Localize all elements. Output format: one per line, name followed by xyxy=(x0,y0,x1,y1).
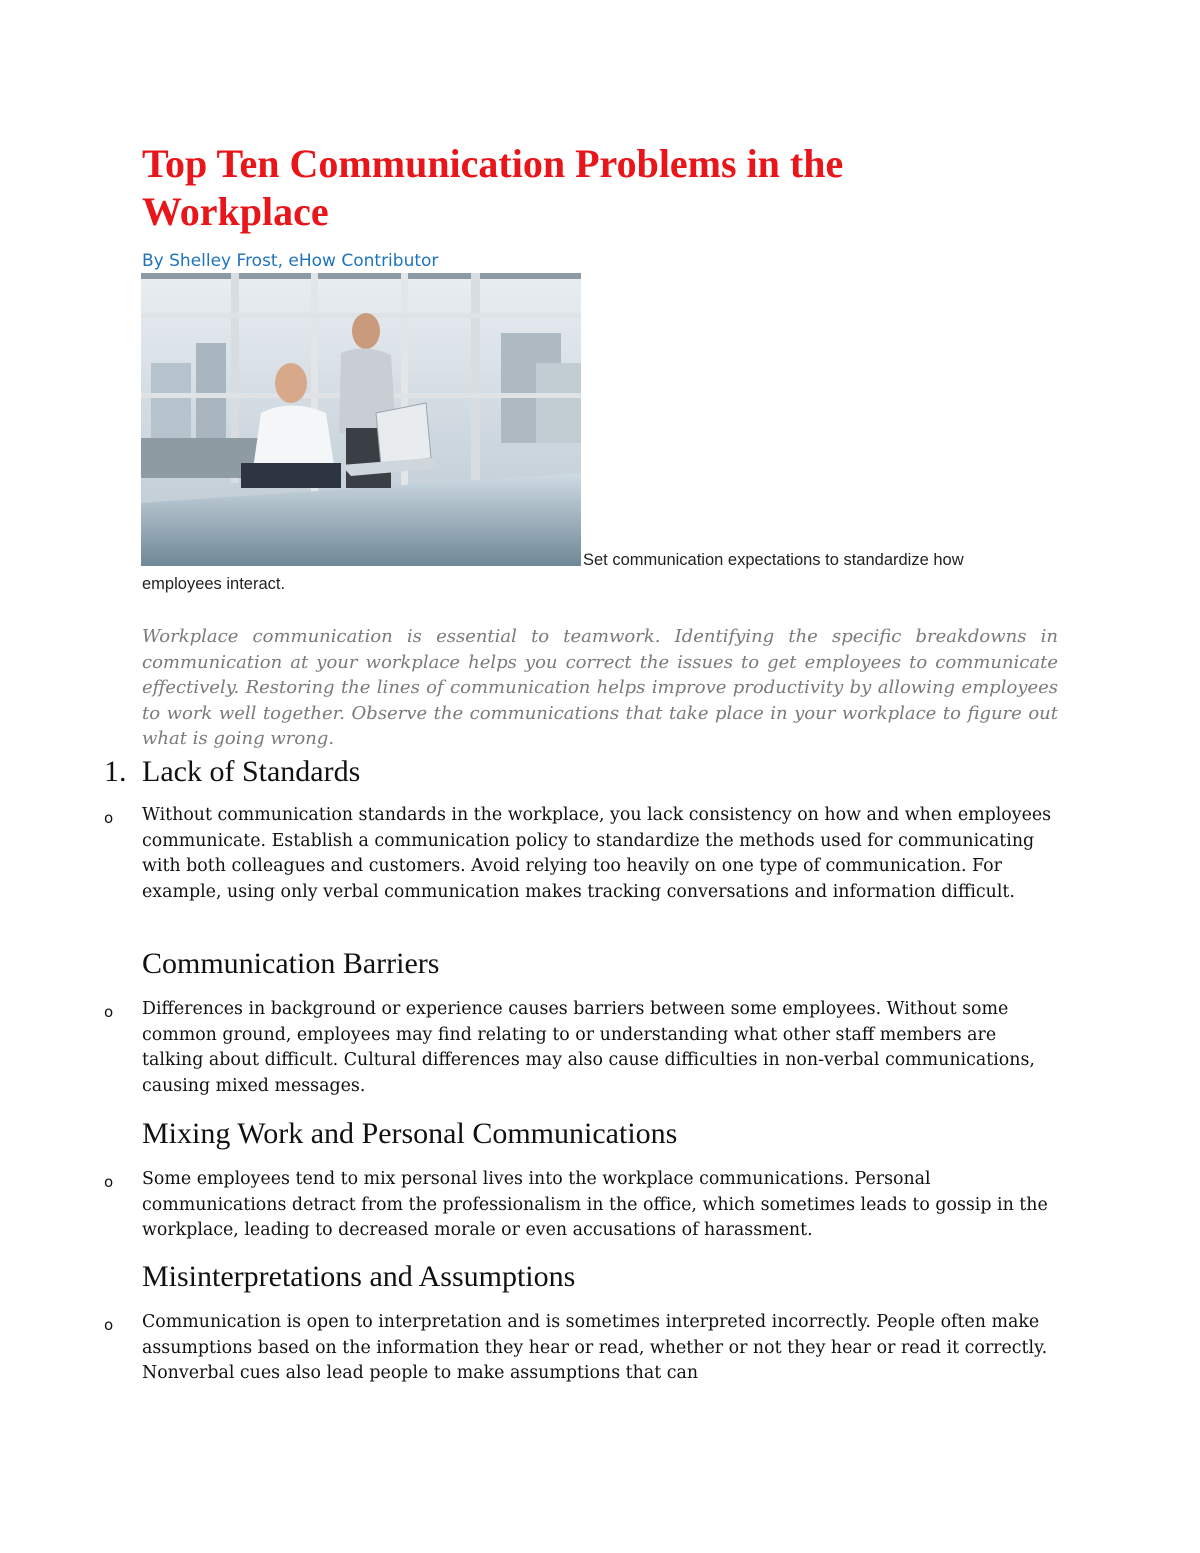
section-heading-lack-of-standards: Lack of Standards xyxy=(142,755,361,788)
section-text-communication-barriers: Differences in background or experience causes barriers between some employees. Without some common ground, employees may find relating to or understanding what other staff members are talking about difficult. Cultural differences may also cause difficulties in non-verbal communications, causing mixed messages. xyxy=(142,999,1035,1096)
office-meeting-photo xyxy=(141,273,581,566)
section-heading-mixing-work-personal: Mixing Work and Personal Communications xyxy=(142,1117,678,1150)
section-heading-misinterpretations: Misinterpretations and Assumptions xyxy=(142,1260,576,1293)
article-title: Top Ten Communication Problems in the Workplace xyxy=(142,141,844,234)
list-bullet: o xyxy=(104,1316,114,1334)
photo-caption: Set communication expectations to standardize how xyxy=(583,551,964,569)
section-heading-communication-barriers: Communication Barriers xyxy=(142,947,440,980)
photo-caption-continued: employees interact. xyxy=(142,575,286,593)
section-number: 1. xyxy=(104,755,127,788)
section-text-mixing-work-personal: Some employees tend to mix personal lives into the workplace communications. Personal communications detract from the professionalism in the office, which sometimes leads to gossip in the workplace, leading to decreased morale or even accusations of harassment. xyxy=(142,1169,1048,1240)
article-byline[interactable]: By Shelley Frost, eHow Contributor xyxy=(142,251,439,271)
section-text-misinterpretations: Communication is open to interpretation and is sometimes interpreted incorrectly. People often make assumptions based on the information they hear or read, whether or not they hear or read it correctly. Nonverbal cues also lead people to make assumptions that can xyxy=(142,1312,1048,1383)
list-bullet: o xyxy=(104,1003,114,1021)
intro-paragraph: Workplace communication is essential to teamwork. Identifying the specific breakdowns in communication at your workplace helps you correct the issues to get employees to communicate effectively. Restoring the lines of communication helps improve productivity by allowing employees to work well together. Observe the communications that take place in your workplace to figure out what is going wrong. xyxy=(142,626,1058,749)
list-bullet: o xyxy=(104,809,114,827)
section-text-lack-of-standards: Without communication standards in the workplace, you lack consistency on how and when employees communicate. Establish a communication policy to standardize the methods used for communicating with both colleagues and customers. Avoid relying too heavily on one type of communication. For example, using only verbal communication makes tracking conversations and information difficult. xyxy=(142,805,1052,902)
list-bullet: o xyxy=(104,1173,114,1191)
